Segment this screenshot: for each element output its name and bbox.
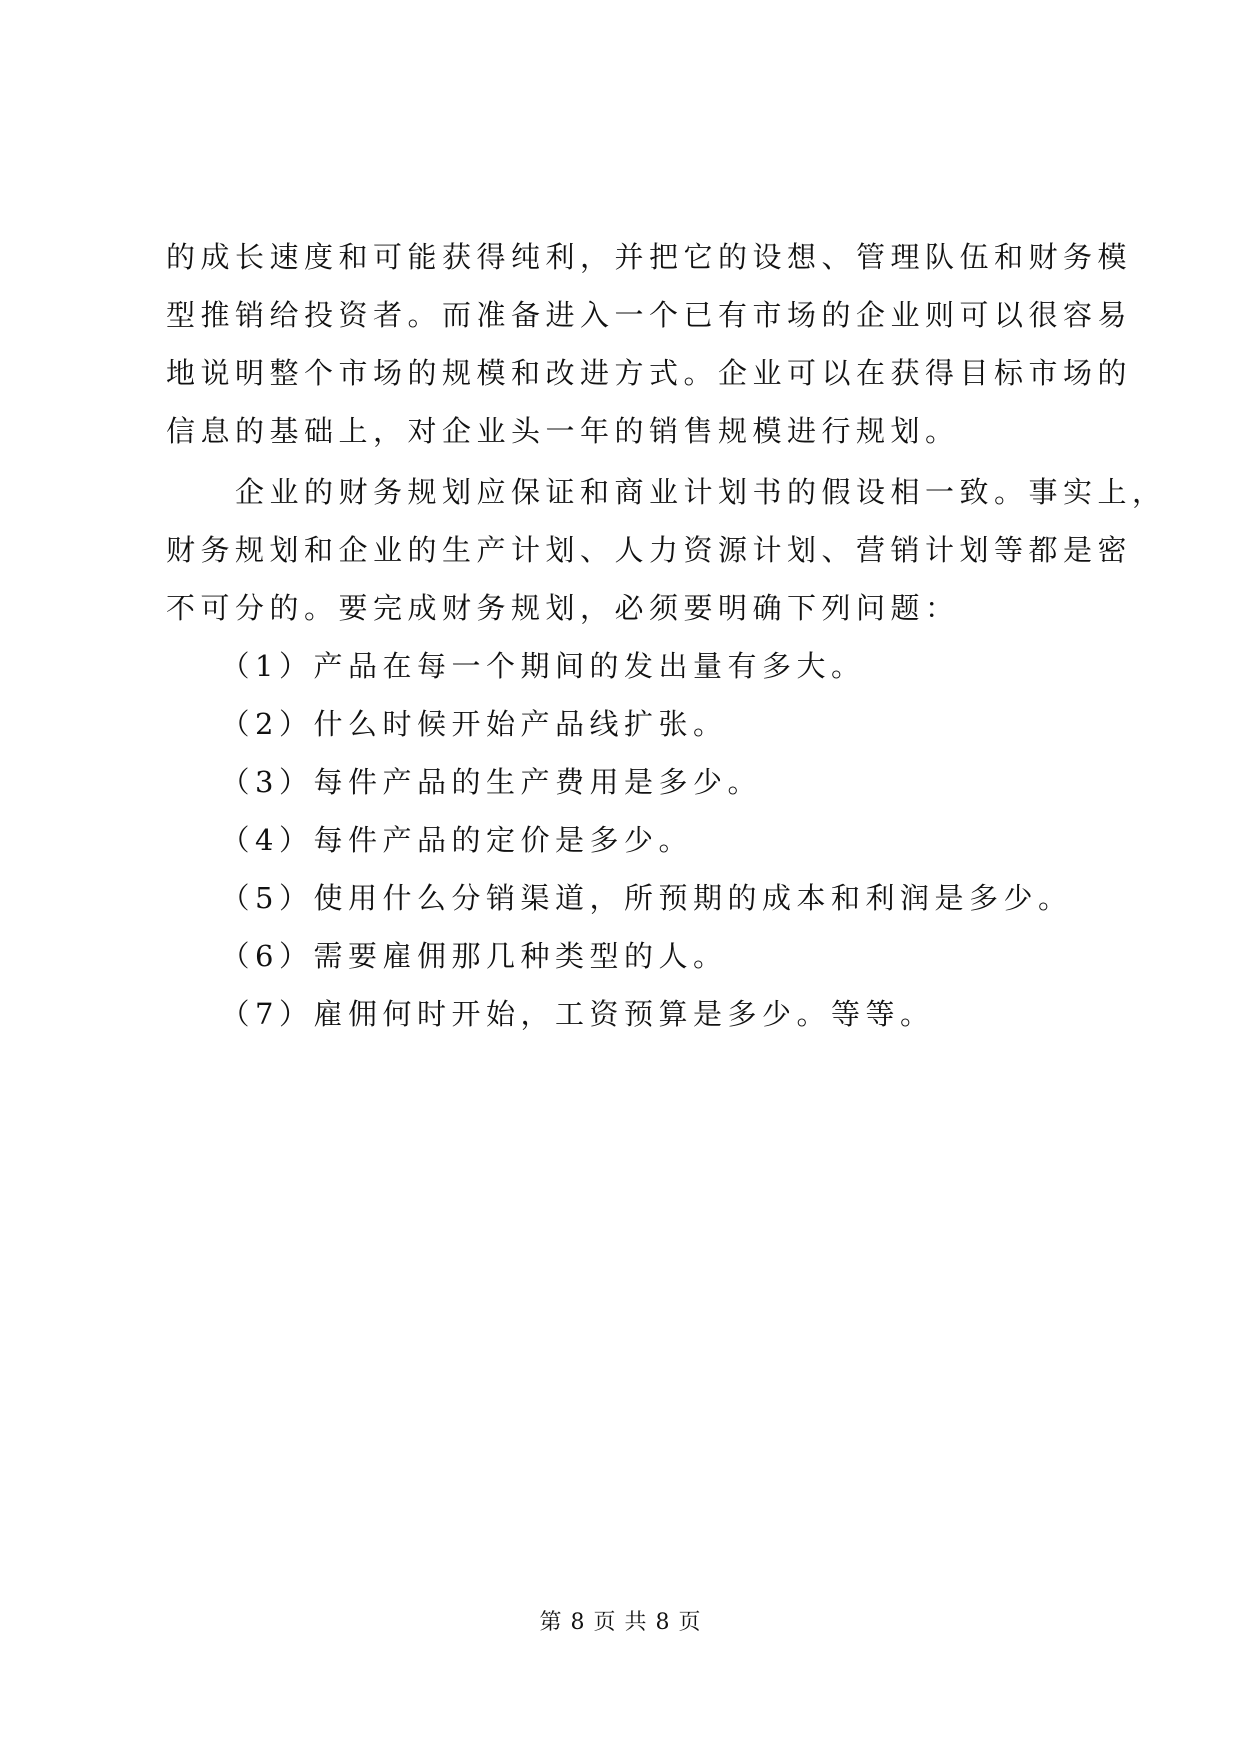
list-item: （7）雇佣何时开始，工资预算是多少。等等。 bbox=[166, 997, 935, 1031]
list-item: （3）每件产品的生产费用是多少。 bbox=[166, 765, 762, 799]
text-line: 财务规划和企业的生产计划、人力资源计划、营销计划等都是密 bbox=[166, 533, 1133, 567]
text-line: 企业的财务规划应保证和商业计划书的假设相一致。事实上， bbox=[166, 475, 1167, 509]
page-number-footer: 第 8 页 共 8 页 bbox=[539, 1610, 702, 1635]
body-text bbox=[166, 228, 1167, 1043]
text-line: 型推销给投资者。而准备进入一个已有市场的企业则可以很容易 bbox=[166, 298, 1133, 332]
list-item: （2）什么时候开始产品线扩张。 bbox=[166, 707, 728, 741]
text-line: 信息的基础上，对企业头一年的销售规模进行规划。 bbox=[166, 414, 960, 448]
list-item: （6）需要雇佣那几种类型的人。 bbox=[166, 939, 728, 973]
text-line: 地说明整个市场的规模和改进方式。企业可以在获得目标市场的 bbox=[166, 356, 1133, 390]
list-item: （5）使用什么分销渠道，所预期的成本和利润是多少。 bbox=[166, 881, 1073, 915]
list-item: （1）产品在每一个期间的发出量有多大。 bbox=[166, 649, 866, 683]
text-line: 不可分的。要完成财务规划，必须要明确下列问题： bbox=[166, 591, 960, 625]
list-item: （4）每件产品的定价是多少。 bbox=[166, 823, 693, 857]
text-line: 的成长速度和可能获得纯利，并把它的设想、管理队伍和财务模 bbox=[166, 240, 1133, 274]
